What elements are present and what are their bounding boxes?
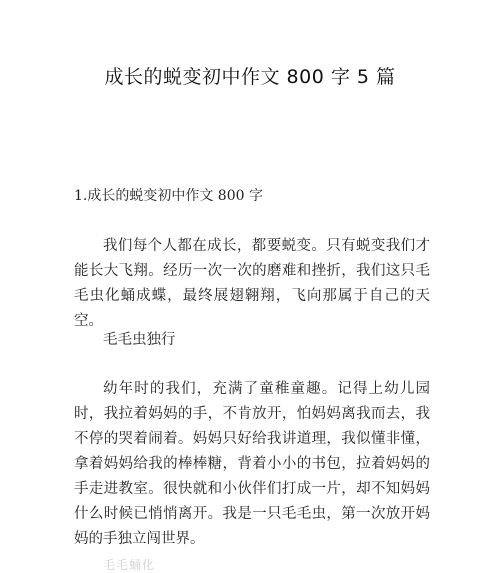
subheading: 毛毛虫独行: [103, 332, 176, 348]
cut-off-text-line: 毛毛蛹化: [103, 558, 156, 572]
paragraph-childhood: 幼年时的我们，充满了童稚童趣。记得上幼儿园时，我拉着妈妈的手，不肯放开，怕妈妈离我而去，我不停的哭着闹着。妈妈只好给我讲道理，我似懂非懂，拿着妈妈给我的棒棒糖，背着小小的书包，拉着妈妈的手走进教室。很快就和小伙伴们打成一片，却不知妈妈什么时候已悄悄离开。我是一只毛毛虫，第一次放开妈妈的手独立闯世界。: [74, 381, 430, 547]
section-heading: 1.成长的蜕变初中作文 800 字: [74, 188, 263, 204]
document-title: 成长的蜕变初中作文 800 字 5 篇: [104, 66, 396, 88]
paragraph-intro: 我们每个人都在成长，都要蜕变。只有蜕变我们才能长大飞翔。经历一次一次的磨难和挫折，我们这只毛毛虫化蛹成蝶，最终展翅翱翔，飞向那属于自己的天空。: [74, 238, 430, 329]
